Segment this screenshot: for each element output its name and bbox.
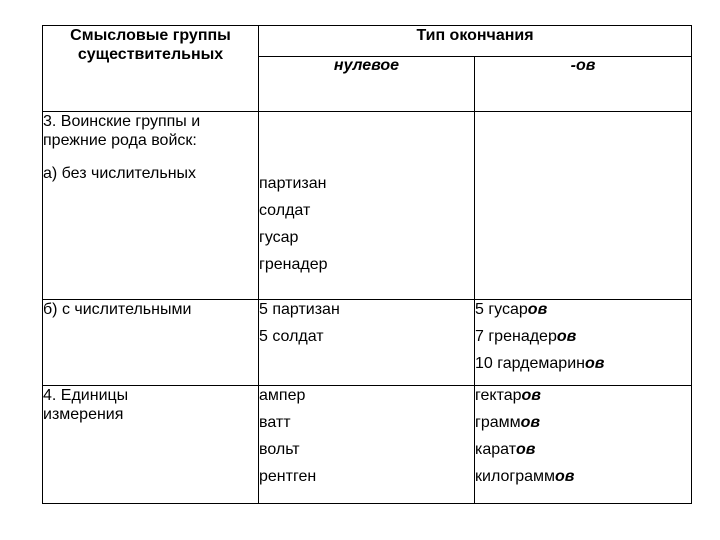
word-suffix: ов <box>554 468 575 485</box>
word-list <box>259 170 474 278</box>
list-item: ватт <box>259 414 291 431</box>
group-label-line: б) с числительными <box>43 301 192 318</box>
zero-ending-cell <box>259 386 475 504</box>
list-item: ампер <box>259 387 306 404</box>
list-item: гренадер <box>259 256 328 273</box>
word-suffix: ов <box>556 328 577 345</box>
table-row <box>43 300 692 386</box>
list-item: солдат <box>259 202 311 219</box>
zero-ending-cell <box>259 112 475 300</box>
list-item: гусар <box>259 229 299 246</box>
list-item <box>475 436 691 463</box>
header-zero-ending: нулевое <box>259 57 475 112</box>
group-sub-label: а) без числительных <box>43 165 197 182</box>
list-item <box>475 350 691 377</box>
word-list <box>259 296 474 350</box>
zero-ending-cell <box>259 300 475 386</box>
word-stem: 5 гусар <box>475 301 528 318</box>
word-stem: килограмм <box>475 468 555 485</box>
word-suffix: ов <box>584 355 605 372</box>
header-ov-ending: -ов <box>475 57 692 112</box>
group-label-line: измерения <box>43 406 124 423</box>
group-cell <box>43 386 259 504</box>
list-item: 5 партизан <box>259 301 340 318</box>
header-ending-type: Тип окончания <box>259 26 692 57</box>
noun-endings-table <box>42 25 692 504</box>
group-label-line: 4. Единицы <box>43 387 129 404</box>
header-group-line: существительных <box>77 46 224 63</box>
list-item <box>475 323 691 350</box>
word-suffix: ов <box>516 441 536 458</box>
list-item: вольт <box>259 441 300 458</box>
group-label-line: прежние рода войск: <box>43 132 197 149</box>
ov-ending-cell <box>475 300 692 386</box>
word-list <box>259 382 474 490</box>
word-stem: грамм <box>475 414 521 431</box>
table-row <box>43 386 692 504</box>
list-item <box>475 409 691 436</box>
word-suffix: ов <box>521 387 541 404</box>
list-item <box>475 382 691 409</box>
list-item <box>475 463 691 490</box>
ov-ending-cell <box>475 112 692 300</box>
word-stem: гектар <box>475 387 522 404</box>
list-item: 5 солдат <box>259 328 324 345</box>
list-item <box>475 296 691 323</box>
word-stem: 7 гренадер <box>475 328 557 345</box>
group-cell <box>43 112 259 300</box>
group-cell <box>43 300 259 386</box>
header-group-line: Смысловые группы <box>70 27 231 44</box>
list-item: рентген <box>259 468 317 485</box>
word-list <box>475 382 691 490</box>
word-stem: карат <box>475 441 517 458</box>
word-stem: 10 гардемарин <box>475 355 585 372</box>
table-row <box>43 112 692 300</box>
word-suffix: ов <box>527 301 548 318</box>
list-item: партизан <box>259 175 327 192</box>
word-suffix: ов <box>520 414 541 431</box>
word-list <box>475 296 691 377</box>
ov-ending-cell <box>475 386 692 504</box>
group-label-line: 3. Воинские группы и <box>43 113 201 130</box>
header-semantic-groups <box>43 26 259 112</box>
